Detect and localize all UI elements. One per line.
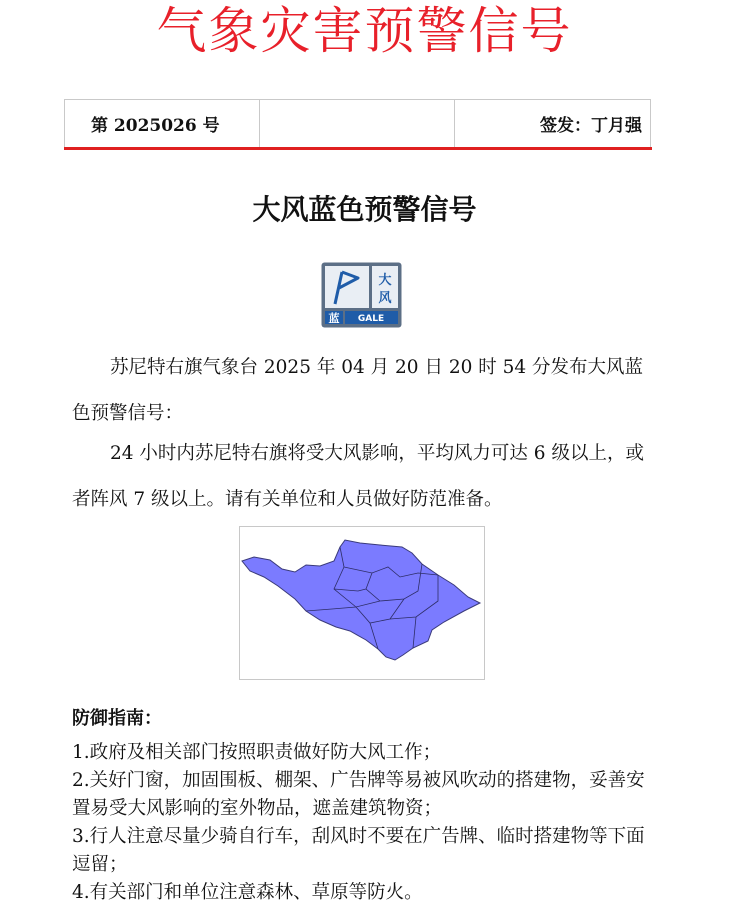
document-number: 第 2025026 号 <box>65 100 260 147</box>
guide-item-4: 4.有关部门和单位注意森林、草原等防火。 <box>72 882 423 903</box>
content-paragraph: 24 小时内苏尼特右旗将受大风影响，平均风力可达 6 级以上，或者阵风 7 级以上。请有关单位和人员做好防范准备。 <box>72 443 644 510</box>
region-map-graphic <box>240 527 484 679</box>
region-shape <box>242 540 480 660</box>
alert-title: 大风蓝色预警信号 <box>252 193 477 226</box>
guide-item-1: 1.政府及相关部门按照职责做好防大风工作； <box>72 742 442 763</box>
issue-paragraph: 苏尼特右旗气象台 2025 年 04 月 20 日 20 时 54 分发布大风蓝色预警信号： <box>72 357 644 424</box>
red-divider <box>64 147 652 150</box>
warning-area-map <box>239 526 485 680</box>
gale-blue-warning-icon <box>321 262 402 328</box>
guide-list <box>72 739 652 907</box>
badge-bottom-char: 风 <box>378 291 392 306</box>
guide-heading: 防御指南： <box>72 708 162 729</box>
document-title: 气象灾害预警信号 <box>156 2 573 60</box>
guide-item-2: 2.关好门窗，加固围板、棚架、广告牌等易被风吹动的搭建物，妥善安置易受大风影响的室外物品，遮盖建筑物资； <box>72 770 645 819</box>
meta-table <box>64 99 651 147</box>
guide-item-3: 3.行人注意尽量少骑自行车，刮风时不要在广告牌、临时搭建物等下面逗留； <box>72 826 645 875</box>
badge-color-char: 蓝 <box>328 312 340 325</box>
meta-empty-cell <box>260 100 455 147</box>
signer: 签发：丁月强 <box>540 116 642 136</box>
badge-top-char: 大 <box>378 273 392 288</box>
badge-english-label: GALE <box>357 314 385 324</box>
